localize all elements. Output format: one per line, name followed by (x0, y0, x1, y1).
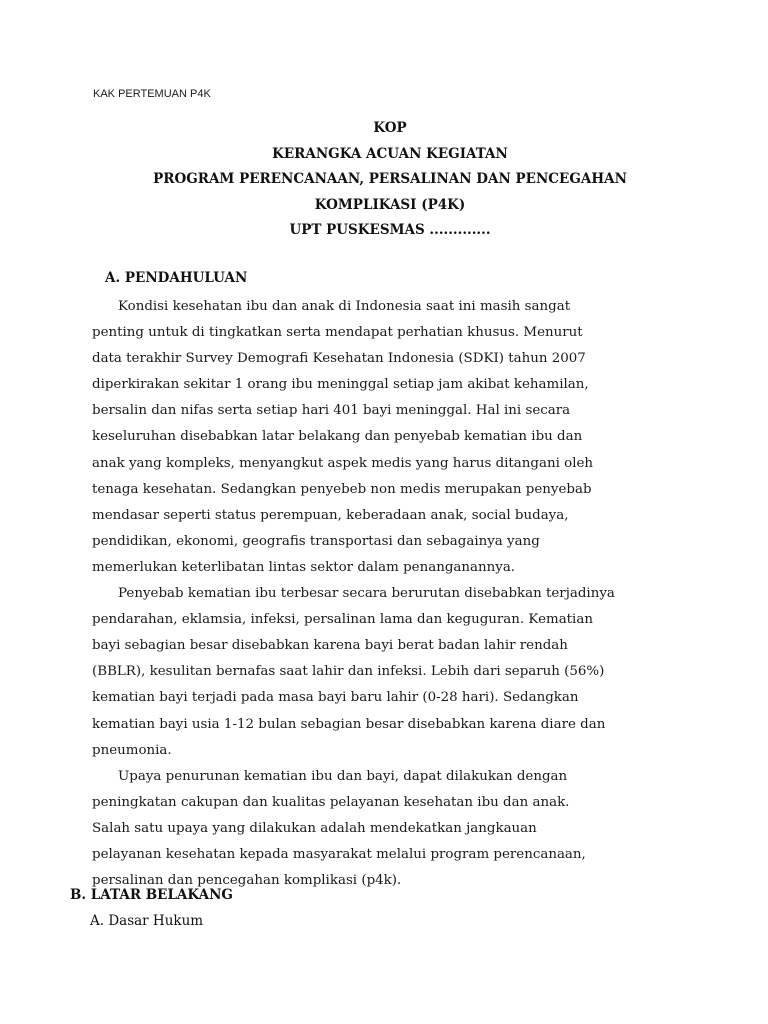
title-kerangka-acuan: KERANGKA ACUAN KEGIATAN (272, 145, 508, 162)
paragraph-line: Upaya penurunan kematian ibu dan bayi, dapat dilakukan dengan (118, 768, 568, 784)
paragraph-line: pelayanan kesehatan kepada masyarakat melalui program perencanaan, (92, 846, 586, 862)
paragraph-line: kematian bayi usia 1-12 bulan sebagian besar disebabkan karena diare dan (92, 716, 606, 732)
paragraph-line: bersalin dan nifas serta setiap hari 401 bayi meninggal. Hal ini secara (92, 403, 571, 419)
paragraph-line: diperkirakan sekitar 1 orang ibu meninggal setiap jam akibat kehamilan, (92, 377, 589, 393)
paragraph-line: pendarahan, eklamsia, infeksi, persalinan lama dan keguguran. Kematian (92, 612, 593, 628)
section-b-heading: B. LATAR BELAKANG (70, 887, 233, 903)
paragraph-line: persalinan dan pencegahan komplikasi (p4k). (92, 873, 402, 889)
paragraph-line: pneumonia. (92, 742, 172, 758)
paragraph-line: bayi sebagian besar disebabkan karena bayi berat badan lahir rendah (92, 638, 568, 654)
title-program-line-1: PROGRAM PERENCANAAN, PERSALINAN DAN PENCEGAHAN (153, 171, 627, 187)
paragraph-line: Kondisi kesehatan ibu dan anak di Indonesia saat ini masih sangat (118, 299, 571, 314)
paragraph-line: Salah satu upaya yang dilakukan adalah mendekatkan jangkauan (92, 820, 537, 836)
paragraph-line: tenaga kesehatan. Sedangkan penyebeb non medis merupakan penyebab (92, 481, 592, 497)
section-a-heading: A. PENDAHULUAN (105, 270, 248, 286)
title-program-line-2: KOMPLIKASI (P4K) (314, 196, 466, 213)
paragraph-line: anak yang kompleks, menyangkut aspek medis yang harus ditangani oleh (92, 455, 594, 471)
paragraph-line: data terakhir Survey Demografi Kesehatan Indonesia (SDKI) tahun 2007 (92, 351, 586, 367)
paragraph-line: keseluruhan disebabkan latar belakang dan penyebab kematian ibu dan (92, 429, 583, 445)
paragraph-line: kematian bayi terjadi pada masa bayi baru lahir (0-28 hari). Sedangkan (92, 690, 579, 706)
paragraph-line: memerlukan keterlibatan lintas sektor dalam penanganannya. (92, 559, 516, 575)
title-kop: KOP (373, 120, 407, 136)
paragraph-line: mendasar seperti status perempuan, keberadaan anak, social budaya, (92, 507, 569, 523)
paragraph-line: (BBLR), kesulitan bernafas saat lahir dan infeksi. Lebih dari separuh (56%) (92, 664, 605, 680)
section-b-subheading: A. Dasar Hukum (90, 913, 204, 929)
paragraph-line: peningkatan cakupan dan kualitas pelayanan kesehatan ibu dan anak. (92, 794, 570, 810)
document-title-block (90, 116, 690, 244)
paragraph-line: pendidikan, ekonomi, geografis transportasi dan sebagainya yang (92, 533, 540, 549)
document-label: KAK PERTEMUAN P4K (93, 88, 211, 100)
paragraph-line: penting untuk di tingkatkan serta mendapat perhatian khusus. Menurut (92, 325, 583, 341)
section-a-body (92, 294, 682, 894)
title-puskesmas: UPT PUSKESMAS ............. (289, 222, 491, 238)
paragraph-line: Penyebab kematian ibu terbesar secara berurutan disebabkan terjadinya (118, 586, 615, 602)
